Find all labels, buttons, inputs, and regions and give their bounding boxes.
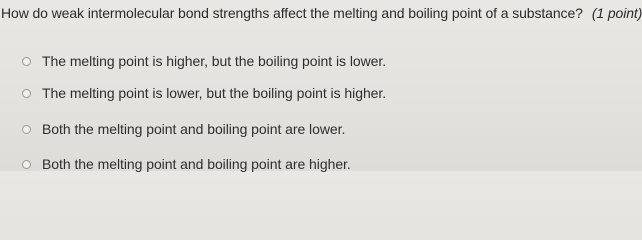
answer-option-4[interactable] bbox=[22, 154, 351, 174]
radio-button-icon[interactable] bbox=[22, 160, 31, 169]
answer-option-label: The melting point is lower, but the boiling point is higher. bbox=[42, 85, 387, 101]
radio-button-icon[interactable] bbox=[22, 125, 31, 134]
answer-option-3[interactable] bbox=[22, 119, 345, 139]
question-text: How do weak intermolecular bond strengths affect the melting and boiling point of a substance? bbox=[1, 5, 583, 21]
radio-button-icon[interactable] bbox=[22, 89, 31, 98]
answer-option-1[interactable] bbox=[22, 51, 386, 71]
answer-option-label: The melting point is higher, but the boiling point is lower. bbox=[42, 53, 387, 69]
radio-button-icon[interactable] bbox=[22, 57, 31, 66]
answer-option-label: Both the melting point and boiling point are higher. bbox=[42, 156, 351, 172]
question-points: (1 point) bbox=[591, 5, 642, 21]
answer-option-label: Both the melting point and boiling point are lower. bbox=[42, 121, 346, 137]
answer-option-2[interactable] bbox=[22, 83, 386, 103]
